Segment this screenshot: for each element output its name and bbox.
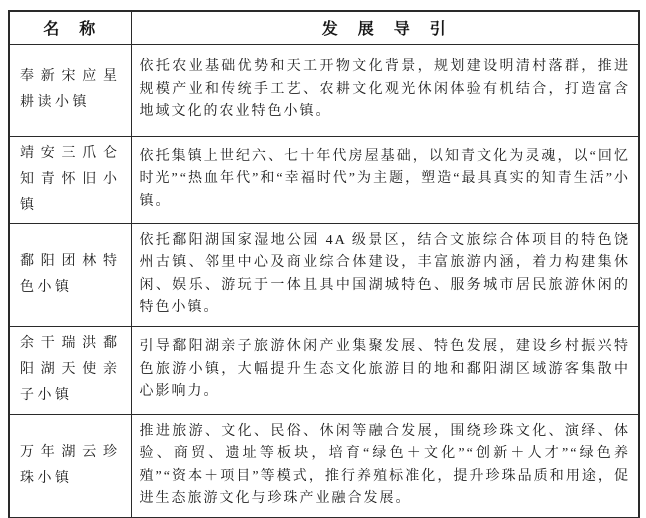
table-row [9, 136, 639, 223]
town-name-cell: 奉新宋应星耕读小镇 [9, 44, 131, 136]
guidance-cell: 引导鄱阳湖亲子旅游休闲产业集聚发展、特色发展，建设乡村振兴特色旅游小镇，大幅提升生态文化旅游目的地和鄱阳湖区域游客集散中心影响力。 [131, 326, 639, 414]
guidance-cell: 依托鄱阳湖国家湿地公园 4A 级景区，结合文旅综合体项目的特色饶州古镇、邻里中心及商业综合体建设，丰富旅游内涵，着力构建集休闲、娱乐、游玩于一体且具中国湖城特色、服务城市居民旅游休闲的特色小镇。 [131, 223, 639, 326]
development-guidance-table [8, 10, 640, 518]
guidance-cell: 依托农业基础优势和天工开物文化背景，规划建设明清村落群，推进规模产业和传统手工艺、农耕文化观光休闲体验有机结合，打造富含地域文化的农业特色小镇。 [131, 44, 639, 136]
town-name-cell: 万年湖云珍珠小镇 [9, 414, 131, 518]
table-row [9, 414, 639, 518]
town-name-cell: 鄱阳团林特色小镇 [9, 223, 131, 326]
column-header-guidance: 发 展 导 引 [131, 11, 639, 44]
table-row [9, 326, 639, 414]
header-row [9, 11, 639, 44]
column-header-name: 名 称 [9, 11, 131, 44]
town-name-cell: 余干瑞洪鄱阳湖天使亲子小镇 [9, 326, 131, 414]
guidance-cell: 依托集镇上世纪六、七十年代房屋基础，以知青文化为灵魂，以“回忆时光”“热血年代”和“幸福时代”为主题，塑造“最具真实的知青生活”小镇。 [131, 136, 639, 223]
table-row [9, 44, 639, 136]
guidance-cell: 推进旅游、文化、民俗、休闲等融合发展，围绕珍珠文化、演绎、体验、商贸、遗址等板块，培育“绿色＋文化”“创新＋人才”“绿色养殖”“资本＋项目”等模式，推行养殖标准化，提升珍珠品质和用途，促进生态旅游文化与珍珠产业融合发展。 [131, 414, 639, 518]
town-name-cell: 靖安三爪仑知青怀旧小镇 [9, 136, 131, 223]
table-row [9, 223, 639, 326]
